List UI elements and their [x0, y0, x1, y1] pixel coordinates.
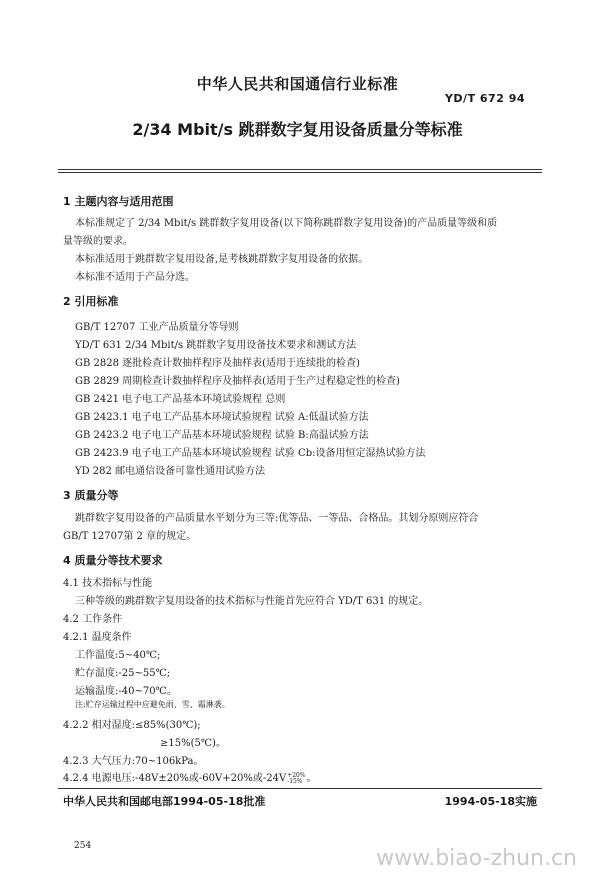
voltage-tolerance [287, 773, 305, 785]
temperature-operating: 工作温度:5~40℃; [75, 650, 161, 661]
clause-4-2-1-heading: 4.2.1 温度条件 [63, 632, 132, 643]
standard-org-title: 中华人民共和国通信行业标准 [196, 75, 399, 93]
page-number: 254 [74, 841, 92, 851]
reference-item: GB 2828 逐批检查计数抽样程序及抽样表(适用于连续批的检查) [75, 358, 360, 369]
section-1-para-1b: 量等级的要求。 [63, 236, 133, 247]
section-1-para-2: 本标准适用于跳群数字复用设备,是考核跳群数字复用设备的依据。 [75, 254, 369, 265]
standard-code: YD/T 672 94 [444, 92, 525, 105]
section-3-para-b: GB/T 12707第 2 章的规定。 [63, 531, 197, 542]
watermark: www.biao-zhun.cn [376, 846, 577, 871]
clause-4-2-4-voltage [63, 769, 317, 785]
temperature-transport: 运输温度:-40~70℃。 [75, 686, 177, 697]
clause-4-2-heading: 4.2 工作条件 [63, 614, 123, 625]
title-rule-thin [58, 172, 542, 173]
reference-item: GB 2829 周期检查计数抽样程序及抽样表(适用于生产过程稳定性的检查) [75, 376, 400, 387]
clause-4-1-heading: 4.1 技术指标与性能 [63, 578, 153, 589]
temperature-storage: 贮存温度:-25~55℃; [75, 668, 171, 679]
clause-4-2-2-humidity: 4.2.2 相对湿度:≤85%(30℃); [63, 720, 201, 731]
approval-info: 中华人民共和国邮电部1994-05-18批准 [63, 795, 266, 808]
clause-4-2-3-pressure: 4.2.3 大气压力:70~106kPa。 [63, 756, 204, 767]
document-title: 2/34 Mbit/s 跳群数字复用设备质量分等标准 [132, 120, 463, 139]
clause-4-1-text: 三种等级的跳群数字复用设备的技术指标与性能首先应符合 YD/T 631 的规定。 [75, 596, 429, 607]
implementation-date: 1994-05-18实施 [444, 795, 537, 808]
section-3-para-a: 跳群数字复用设备的产品质量水平划分为三等:优等品、一等品、合格品。其划分原则应符合 [75, 513, 479, 524]
reference-item: GB 2423.9 电子电工产品基本环境试验规程 试验 Cb:设备用恒定湿热试验方法 [75, 448, 426, 459]
section-1-para-1a: 本标准规定了 2/34 Mbit/s 跳群数字复用设备(以下简称跳群数字复用设备)的产品质量等级和质 [75, 218, 498, 229]
reference-item: GB/T 12707 工业产品质量分等导则 [75, 322, 239, 333]
reference-item: GB 2421 电子电工产品基本环境试验规程 总则 [75, 394, 286, 405]
reference-item: GB 2423.1 电子电工产品基本环境试验规程 试验 A:低温试验方法 [75, 412, 369, 423]
voltage-end: 。 [306, 773, 317, 784]
section-3-heading: 3 质量分等 [63, 489, 119, 502]
title-rule-thick [58, 169, 542, 170]
clause-4-2-2-humidity-low: ≥15%(5℃)。 [160, 738, 226, 749]
footer-rule [58, 788, 542, 789]
reference-item: YD 282 邮电通信设备可靠性通用试验方法 [75, 466, 266, 477]
section-4-heading: 4 质量分等技术要求 [63, 554, 163, 567]
reference-item: GB 2423.2 电子电工产品基本环境试验规程 试验 B:高温试验方法 [75, 430, 369, 441]
voltage-tolerance-lower: -15% [287, 777, 303, 785]
section-1-para-3: 本标准不适用于产品分选。 [75, 272, 195, 283]
section-2-heading: 2 引用标准 [63, 295, 119, 308]
reference-item: YD/T 631 2/34 Mbit/s 跳群数字复用设备技术要求和测试方法 [75, 340, 357, 351]
section-1-heading: 1 主题内容与适用范围 [63, 195, 174, 208]
temperature-note: 注:贮存运输过程中应避免雨、雪、霜淋袭。 [75, 700, 230, 709]
voltage-tolerance-upper: +20% [287, 771, 306, 779]
voltage-text: 4.2.4 电源电压:-48V±20%或-60V+20%或-24V [63, 773, 287, 784]
